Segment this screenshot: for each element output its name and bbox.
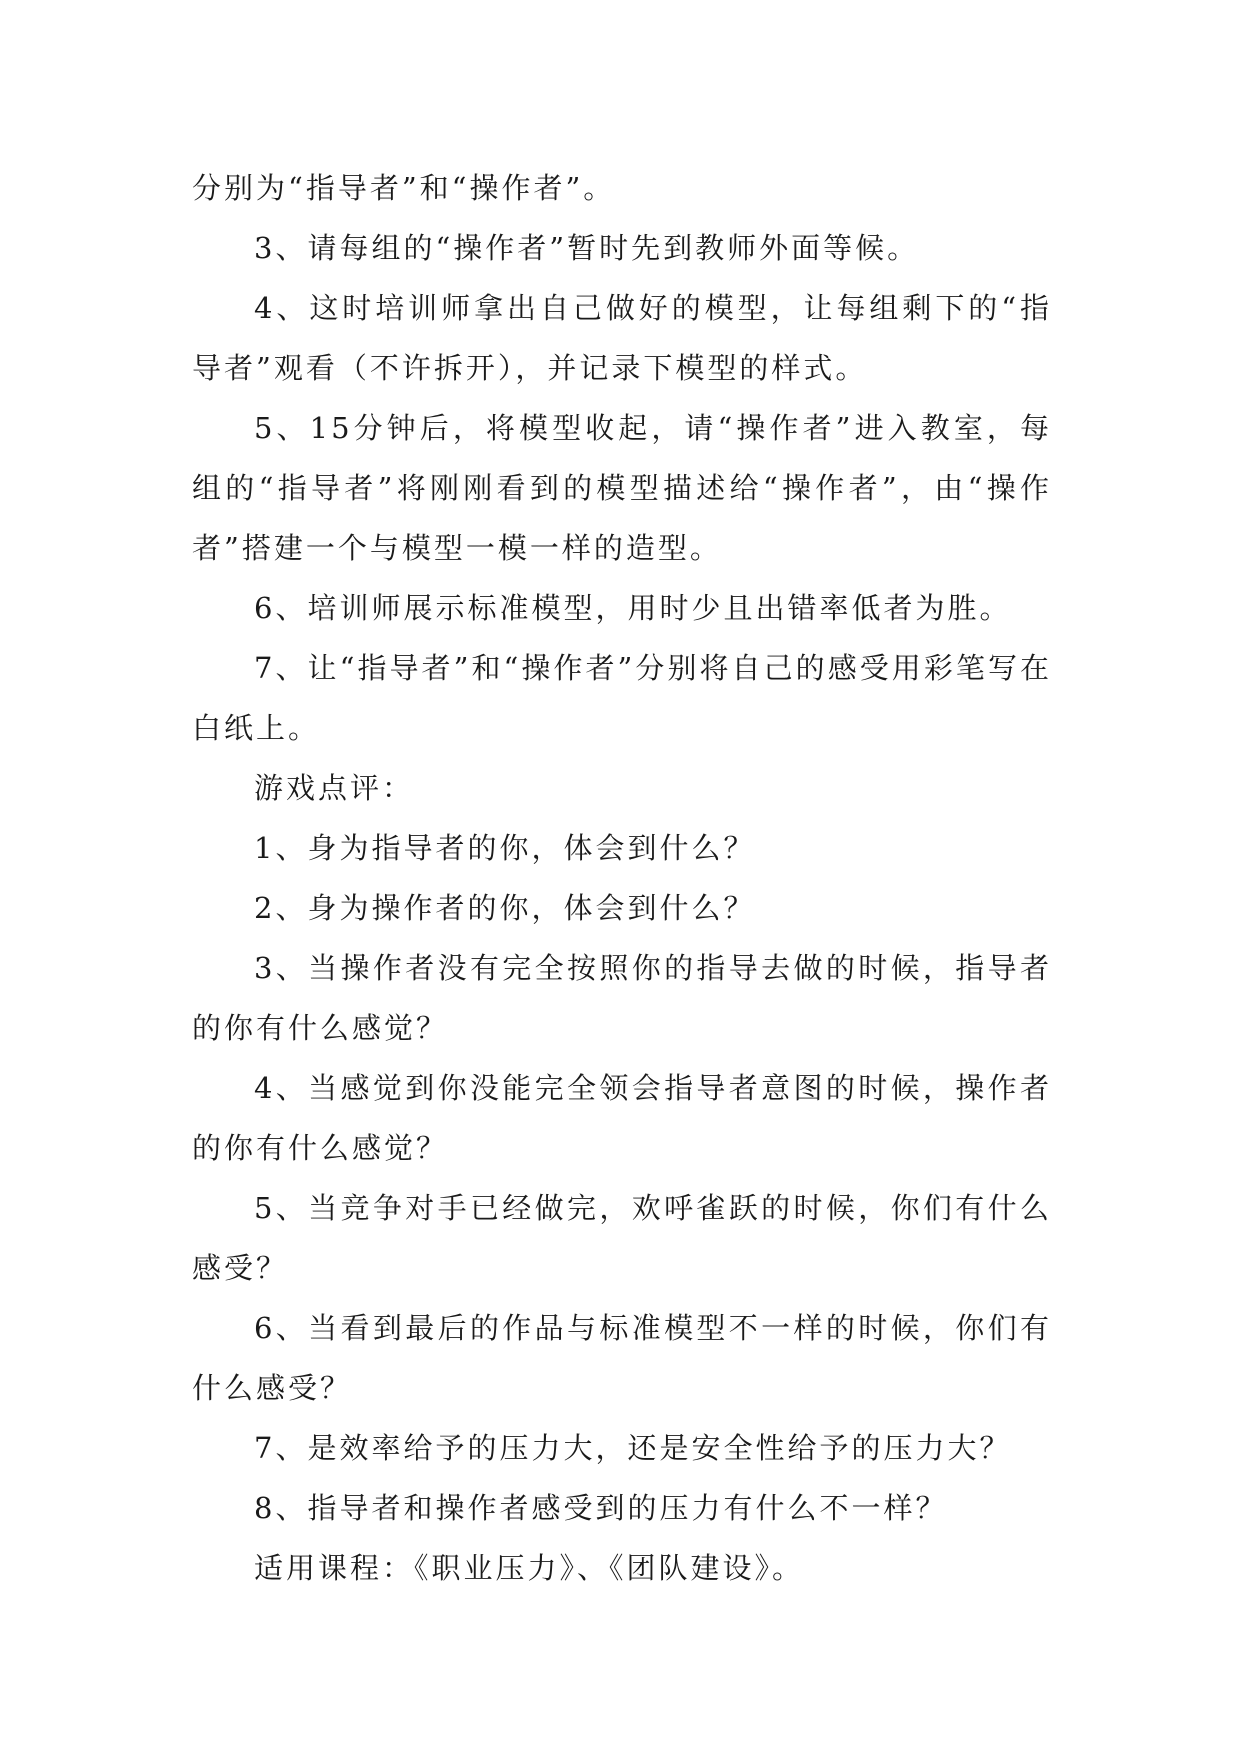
section-heading: 游戏点评： <box>254 771 415 805</box>
question-item: 5、当竞争对手已经做完，欢呼雀跃的时候，你们有什么感受？ <box>192 1191 1052 1285</box>
question-item: 2、身为操作者的你，体会到什么？ <box>254 891 756 925</box>
paragraph: 分别为“指导者”和“操作者”。 <box>192 171 616 205</box>
paragraph: 5、15分钟后，将模型收起，请“操作者”进入教室，每组的“指导者”将刚刚看到的模型描述给“操作者”，由“操作者”搭建一个与模型一模一样的造型。 <box>192 411 1052 565</box>
paragraph: 7、让“指导者”和“操作者”分别将自己的感受用彩笔写在白纸上。 <box>192 651 1052 745</box>
paragraph: 4、这时培训师拿出自己做好的模型，让每组剩下的“指导者”观看（不许拆开），并记录下模型的样式。 <box>192 291 1052 385</box>
applicable-courses: 适用课程：《职业压力》、《团队建设》。 <box>254 1551 805 1585</box>
question-item: 7、是效率给予的压力大，还是安全性给予的压力大？ <box>254 1431 1012 1465</box>
paragraph: 6、培训师展示标准模型，用时少且出错率低者为胜。 <box>254 591 1012 625</box>
question-item: 8、指导者和操作者感受到的压力有什么不一样？ <box>254 1491 948 1525</box>
question-item: 6、当看到最后的作品与标准模型不一样的时候，你们有什么感受？ <box>192 1311 1052 1405</box>
paragraph: 3、请每组的“操作者”暂时先到教师外面等候。 <box>254 231 920 265</box>
question-item: 4、当感觉到你没能完全领会指导者意图的时候，操作者的你有什么感觉？ <box>192 1071 1052 1165</box>
document-body <box>192 158 1052 1598</box>
question-item: 3、当操作者没有完全按照你的指导去做的时候，指导者的你有什么感觉？ <box>192 951 1052 1045</box>
question-item: 1、身为指导者的你，体会到什么？ <box>254 831 756 865</box>
